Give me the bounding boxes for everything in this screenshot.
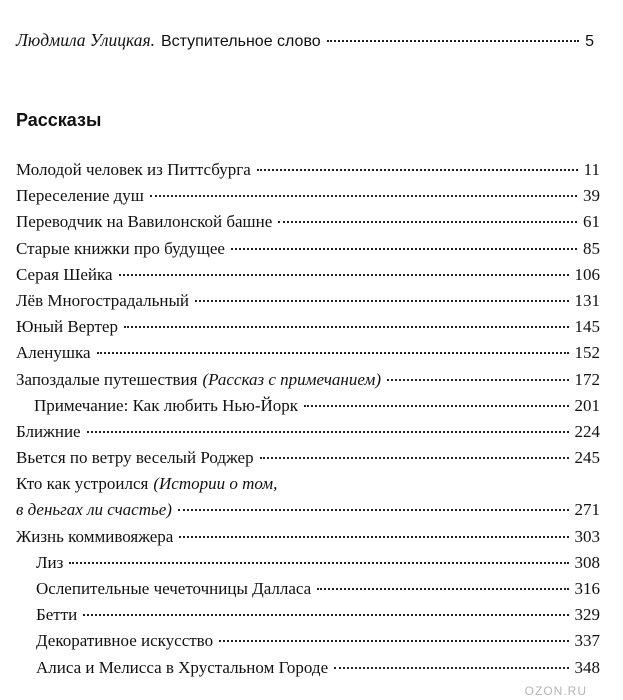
dot-leader — [334, 667, 568, 669]
toc-entry — [16, 658, 600, 684]
entry-page-number: 152 — [574, 343, 600, 363]
entry-page-number: 329 — [574, 605, 600, 625]
entry-page-number: 337 — [574, 631, 600, 651]
watermark: OZON.RU — [524, 684, 587, 698]
toc-entry — [16, 370, 600, 396]
toc-entry — [16, 212, 600, 238]
entry-page-number: 39 — [583, 186, 600, 206]
dot-leader — [231, 248, 577, 250]
entry-page-number: 131 — [574, 290, 600, 310]
toc-entry — [16, 422, 600, 448]
entry-page-number: 201 — [574, 395, 600, 415]
dot-leader — [327, 40, 579, 42]
entry-page-number: 61 — [583, 212, 600, 232]
toc-entry — [16, 500, 600, 526]
toc-entry — [16, 291, 600, 317]
entry-title: Ближние — [16, 421, 81, 441]
entry-title: Бетти — [36, 605, 78, 625]
dot-leader — [97, 352, 569, 354]
dot-leader — [195, 300, 569, 302]
dot-leader — [178, 509, 569, 511]
entry-page-number: 224 — [574, 421, 600, 441]
entry-title: Старые книжки про будущее — [16, 238, 225, 258]
dot-leader — [87, 431, 569, 433]
section-heading: Рассказы — [16, 110, 102, 130]
entry-page-number: 145 — [574, 317, 600, 337]
entry-subtitle: в деньгах ли счастье) — [16, 500, 172, 520]
entry-title: Серая Шейка — [16, 264, 113, 284]
toc-entry — [16, 396, 600, 422]
intro-author: Людмила Улицкая. — [16, 30, 155, 50]
dot-leader — [387, 379, 569, 381]
toc-entry — [16, 160, 600, 186]
entry-title: Переселение душ — [16, 186, 144, 206]
entry-title: Запоздалые путешествия — [16, 369, 198, 389]
toc-entry — [16, 631, 600, 657]
toc-entry — [16, 474, 600, 500]
dot-leader — [278, 221, 577, 223]
dot-leader — [150, 195, 577, 197]
entry-page-number: 245 — [574, 448, 600, 468]
dot-leader — [83, 614, 568, 616]
toc-entry — [16, 448, 600, 474]
intro-page-number: 5 — [585, 33, 594, 50]
dot-leader — [317, 588, 568, 590]
dot-leader — [257, 169, 578, 171]
toc-entry — [16, 553, 600, 579]
toc-entry — [16, 186, 600, 212]
entry-page-number: 106 — [574, 264, 600, 284]
entry-page-number: 308 — [574, 552, 600, 572]
dot-leader — [124, 326, 569, 328]
entry-page-number: 172 — [574, 369, 600, 389]
intro-entry — [16, 30, 594, 58]
entry-title: Аленушка — [16, 343, 91, 363]
toc-entry — [16, 343, 600, 369]
entry-subtitle: (Рассказ с примечанием) — [202, 369, 381, 389]
entry-title: Алиса и Мелисса в Хрустальном Городе — [36, 657, 329, 677]
toc-entry — [16, 317, 600, 343]
entry-title: Лёв Многострадальный — [16, 290, 189, 310]
toc-entry — [16, 579, 600, 605]
entry-page-number: 85 — [583, 238, 600, 258]
toc-entry — [16, 239, 600, 265]
dot-leader — [179, 536, 568, 538]
entry-page-number: 348 — [574, 657, 600, 677]
toc-entry — [16, 605, 600, 631]
entry-subtitle: (Истории о том, — [153, 474, 278, 494]
entry-title: Вьется по ветру веселый Роджер — [16, 448, 254, 468]
entry-title: Жизнь коммивояжера — [16, 526, 174, 546]
toc-entry — [16, 265, 600, 291]
entry-page-number: 11 — [583, 160, 600, 179]
dot-leader — [219, 640, 568, 642]
intro-title: Вступительное слово — [160, 33, 321, 50]
entry-page-number: 303 — [574, 526, 600, 546]
entry-page-number: 271 — [574, 500, 600, 520]
entry-title: Примечание: Как любить Нью-Йорк — [34, 395, 299, 415]
dot-leader — [69, 562, 568, 564]
toc-list — [16, 160, 600, 684]
dot-leader — [119, 274, 569, 276]
entry-title: Юный Вертер — [16, 317, 118, 337]
entry-title: Кто как устроился — [16, 474, 149, 494]
entry-title: Декоративное искусство — [36, 631, 214, 651]
entry-title: Молодой человек из Питтсбурга — [16, 160, 251, 179]
entry-title: Переводчик на Вавилонской башне — [16, 212, 273, 232]
dot-leader — [260, 457, 569, 459]
toc-entry — [16, 527, 600, 553]
entry-title: Лиз — [36, 552, 64, 572]
entry-title: Ослепительные чечеточницы Далласа — [36, 579, 312, 598]
dot-leader — [304, 405, 568, 407]
entry-page-number: 316 — [574, 579, 600, 598]
